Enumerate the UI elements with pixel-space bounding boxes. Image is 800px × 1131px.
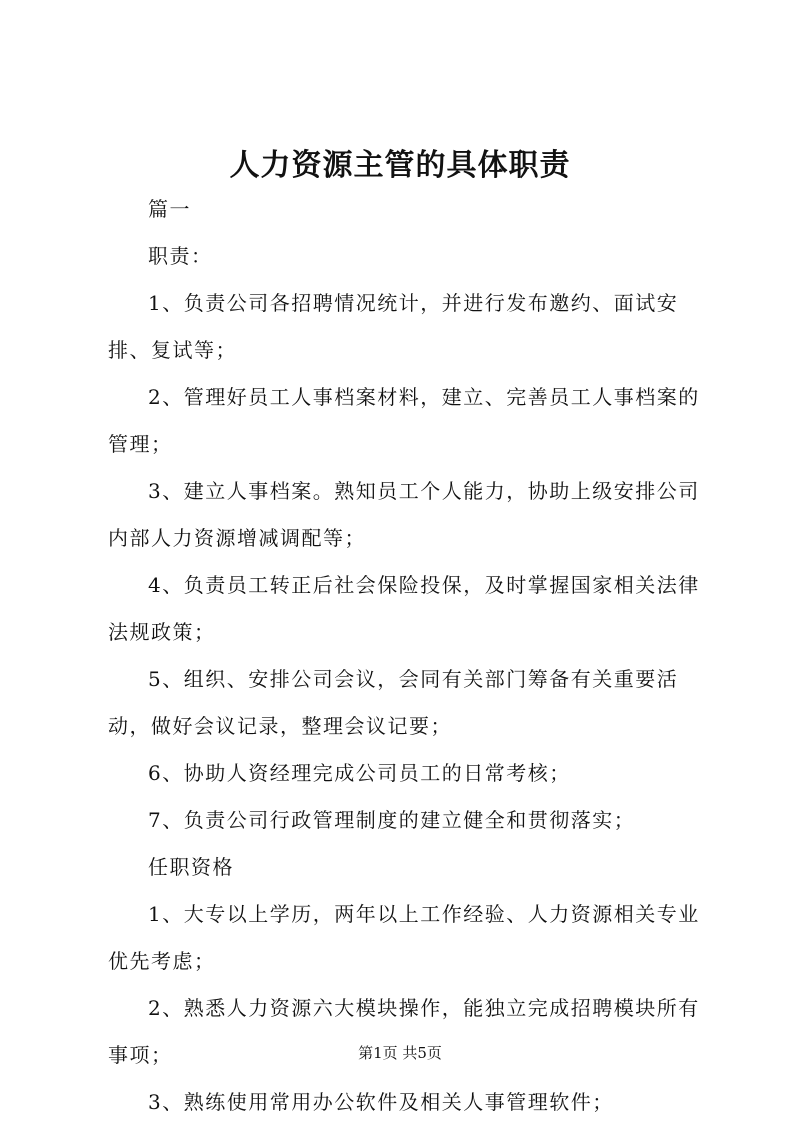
paragraph-section-heading: 篇一 (148, 197, 191, 221)
paragraph-duty-6: 6、协助人资经理完成公司员工的日常考核； (148, 761, 571, 785)
document-title: 人力资源主管的具体职责 (229, 148, 571, 183)
paragraph-duty-2: 2、管理好员工人事档案材料，建立、完善员工人事档案的管理； (108, 385, 700, 456)
paragraph-duty-7: 7、负责公司行政管理制度的建立健全和贯彻落实； (148, 808, 636, 832)
paragraph-qualification-3: 3、熟练使用常用办公软件及相关人事管理软件； (148, 1090, 614, 1114)
paragraph-duty-4: 4、负责员工转正后社会保险投保，及时掌握国家相关法律法规政策； (108, 573, 700, 644)
paragraph-duty-1: 1、负责公司各招聘情况统计，并进行发布邀约、面试安排、复试等； (108, 291, 679, 362)
page-number-footer: 第1页 共5页 (358, 1044, 442, 1062)
paragraph-qualification-1: 1、大专以上学历，两年以上工作经验、人力资源相关专业优先考虑； (108, 902, 700, 973)
paragraph-duties-heading: 职责： (148, 244, 213, 268)
paragraph-duty-3: 3、建立人事档案。熟知员工个人能力，协助上级安排公司内部人力资源增减调配等； (108, 479, 700, 550)
document-body (108, 186, 708, 1126)
paragraph-duty-5: 5、组织、安排公司会议，会同有关部门筹备有关重要活动，做好会议记录，整理会议记要； (108, 667, 679, 738)
paragraph-qualifications-heading: 任职资格 (148, 855, 234, 879)
paragraph-qualification-2: 2、熟悉人力资源六大模块操作，能独立完成招聘模块所有事项； (108, 996, 700, 1067)
